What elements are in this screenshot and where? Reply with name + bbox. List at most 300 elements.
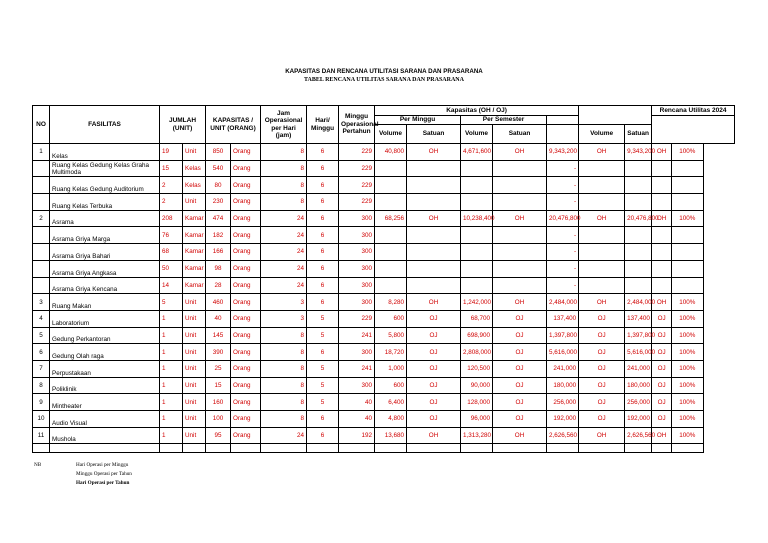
rencana-volume: 9,343,200 [625, 144, 652, 161]
per-semester-satuan: OH [493, 210, 547, 227]
kapasitas-unit: Orang [231, 227, 261, 244]
per-semester-volume: 90,000 [461, 377, 493, 394]
per-tahun-volume: 256,000 [547, 394, 579, 411]
per-tahun-volume: - [547, 227, 579, 244]
rencana-satuan: OJ [652, 360, 672, 377]
jumlah-value: 1 [160, 310, 183, 327]
per-semester-volume: 96,000 [461, 411, 493, 428]
note-line-3: Hari Operasi per Tahun [76, 480, 130, 486]
rencana-percent: 100% [672, 411, 703, 428]
hari-value: 6 [307, 344, 339, 361]
jumlah-unit: Unit [183, 327, 206, 344]
per-tahun-satuan [579, 244, 625, 261]
kapasitas-unit: Orang [231, 344, 261, 361]
rencana-volume: 192,000 [625, 411, 652, 428]
jumlah-unit: Kamar [183, 277, 206, 294]
row-number: 3 [33, 294, 50, 311]
rencana-volume: 2,484,000 [625, 294, 652, 311]
facility-name: Poliklinik [50, 377, 160, 394]
minggu-value: 229 [339, 310, 375, 327]
kapasitas-value: 850 [206, 144, 231, 161]
per-semester-volume: 120,500 [461, 360, 493, 377]
rencana-satuan: OH [652, 210, 672, 227]
hari-value: 6 [307, 260, 339, 277]
jumlah-unit: Unit [183, 310, 206, 327]
jam-value: 8 [261, 177, 307, 194]
kapasitas-unit: Orang [231, 194, 261, 211]
rencana-volume: 2,626,560 [625, 427, 652, 444]
hari-value: 6 [307, 227, 339, 244]
jam-value: 24 [261, 210, 307, 227]
jumlah-value: 5 [160, 294, 183, 311]
kapasitas-unit: Orang [231, 160, 261, 177]
per-semester-satuan [493, 177, 547, 194]
per-minggu-satuan [407, 227, 461, 244]
hari-value: 6 [307, 294, 339, 311]
per-minggu-volume [375, 194, 407, 211]
per-minggu-satuan: OJ [407, 310, 461, 327]
kapasitas-unit: Orang [231, 277, 261, 294]
per-semester-volume [461, 227, 493, 244]
table-row [33, 244, 735, 261]
minggu-value: 300 [339, 227, 375, 244]
per-minggu-volume: 13,680 [375, 427, 407, 444]
kapasitas-value: 100 [206, 411, 231, 428]
note-line-2: Minggu Operasi per Tahun [76, 471, 132, 477]
jam-value: 3 [261, 310, 307, 327]
per-semester-volume: 4,671,600 [461, 144, 493, 161]
table-blank-row [33, 444, 735, 453]
jumlah-unit: Kamar [183, 244, 206, 261]
jumlah-value: 50 [160, 260, 183, 277]
kapasitas-unit: Orang [231, 394, 261, 411]
rencana-percent [672, 177, 703, 194]
per-tahun-volume: 5,616,000 [547, 344, 579, 361]
facility-name: Gedung Olah raga [50, 344, 160, 361]
per-minggu-satuan: OJ [407, 344, 461, 361]
rencana-percent: 100% [672, 294, 703, 311]
per-tahun-volume: - [547, 194, 579, 211]
row-number [33, 244, 50, 261]
rencana-volume [625, 260, 652, 277]
per-minggu-volume [375, 160, 407, 177]
per-semester-satuan: OJ [493, 327, 547, 344]
kapasitas-unit: Orang [231, 260, 261, 277]
document-title: KAPASITAS DAN RENCANA UTILITASI SARANA DAN PRASARANA [285, 68, 483, 75]
rencana-percent [672, 227, 703, 244]
rencana-satuan: OJ [652, 394, 672, 411]
rencana-percent [672, 277, 703, 294]
minggu-value: 40 [339, 411, 375, 428]
facility-name: Perpustakaan [50, 360, 160, 377]
header-kapasitas-group: Kapasitas (OH / OJ) [375, 106, 579, 116]
jumlah-unit: Kelas [183, 160, 206, 177]
jumlah-unit: Unit [183, 377, 206, 394]
per-minggu-volume: 8,280 [375, 294, 407, 311]
hari-value: 6 [307, 427, 339, 444]
jam-value: 24 [261, 277, 307, 294]
jumlah-value: 1 [160, 427, 183, 444]
per-minggu-satuan [407, 260, 461, 277]
rencana-satuan [652, 194, 672, 211]
jam-value: 8 [261, 377, 307, 394]
jumlah-value: 2 [160, 177, 183, 194]
row-number [33, 160, 50, 177]
kapasitas-value: 160 [206, 394, 231, 411]
kapasitas-value: 166 [206, 244, 231, 261]
jumlah-unit: Kamar [183, 260, 206, 277]
header-minggu: Minggu Operasional Pertahun [339, 106, 375, 144]
per-minggu-volume [375, 244, 407, 261]
per-minggu-satuan: OH [407, 427, 461, 444]
per-semester-volume: 68,700 [461, 310, 493, 327]
per-minggu-satuan [407, 244, 461, 261]
kapasitas-unit: Orang [231, 310, 261, 327]
rencana-satuan [652, 260, 672, 277]
kapasitas-value: 28 [206, 277, 231, 294]
jumlah-value: 1 [160, 377, 183, 394]
rencana-satuan: OJ [652, 310, 672, 327]
per-tahun-volume: 9,343,200 [547, 144, 579, 161]
row-number: 4 [33, 310, 50, 327]
header-pm-satuan: Satuan [407, 125, 461, 144]
hari-value: 6 [307, 411, 339, 428]
rencana-percent [672, 244, 703, 261]
row-number [33, 177, 50, 194]
row-number: 2 [33, 210, 50, 227]
per-tahun-volume: 20,476,800 [547, 210, 579, 227]
per-tahun-satuan [579, 277, 625, 294]
kapasitas-value: 230 [206, 194, 231, 211]
rencana-satuan: OJ [652, 411, 672, 428]
kapasitas-unit: Orang [231, 144, 261, 161]
jumlah-value: 1 [160, 360, 183, 377]
per-tahun-satuan: OJ [579, 310, 625, 327]
rencana-satuan [652, 177, 672, 194]
header-per-minggu: Per Minggu [375, 115, 461, 125]
note-line-1: Hari Operasi per Minggu [76, 462, 129, 468]
kapasitas-unit: Orang [231, 244, 261, 261]
header-fasilitas: FASILITAS [50, 106, 160, 144]
per-tahun-volume: 180,000 [547, 377, 579, 394]
jam-value: 8 [261, 411, 307, 428]
rencana-volume: 256,000 [625, 394, 652, 411]
kapasitas-unit: Orang [231, 377, 261, 394]
per-semester-satuan: OH [493, 144, 547, 161]
row-number: 11 [33, 427, 50, 444]
rencana-satuan: OJ [652, 344, 672, 361]
minggu-value: 300 [339, 377, 375, 394]
hari-value: 6 [307, 177, 339, 194]
jumlah-value: 76 [160, 227, 183, 244]
per-minggu-volume [375, 227, 407, 244]
table-row [33, 194, 735, 211]
header-hari: Hari/ Minggu [307, 106, 339, 144]
per-semester-satuan: OJ [493, 310, 547, 327]
kapasitas-value: 390 [206, 344, 231, 361]
per-minggu-satuan: OH [407, 144, 461, 161]
minggu-value: 300 [339, 344, 375, 361]
jumlah-value: 2 [160, 194, 183, 211]
rencana-percent [672, 260, 703, 277]
rencana-satuan: OH [652, 294, 672, 311]
table-row [33, 277, 735, 294]
kapasitas-value: 25 [206, 360, 231, 377]
rencana-satuan [652, 160, 672, 177]
hari-value: 6 [307, 160, 339, 177]
jam-value: 8 [261, 344, 307, 361]
per-minggu-satuan: OH [407, 210, 461, 227]
per-minggu-volume [375, 277, 407, 294]
per-semester-satuan [493, 244, 547, 261]
per-semester-volume: 1,313,280 [461, 427, 493, 444]
minggu-value: 241 [339, 360, 375, 377]
header-jam: Jam Operasional per Hari (jam) [261, 106, 307, 144]
per-tahun-volume: - [547, 177, 579, 194]
facility-name: Asrama Griya Angkasa [50, 260, 160, 277]
minggu-value: 300 [339, 277, 375, 294]
minggu-value: 241 [339, 327, 375, 344]
per-minggu-satuan: OH [407, 294, 461, 311]
minggu-value: 300 [339, 210, 375, 227]
rencana-percent: 100% [672, 210, 703, 227]
kapasitas-value: 474 [206, 210, 231, 227]
minggu-value: 229 [339, 194, 375, 211]
jumlah-unit: Unit [183, 411, 206, 428]
hari-value: 6 [307, 277, 339, 294]
rencana-volume: 241,000 [625, 360, 652, 377]
rencana-percent [672, 160, 703, 177]
kapasitas-unit: Orang [231, 327, 261, 344]
jumlah-value: 1 [160, 394, 183, 411]
table-row [33, 294, 735, 311]
jam-value: 8 [261, 360, 307, 377]
per-semester-volume [461, 177, 493, 194]
hari-value: 5 [307, 377, 339, 394]
per-minggu-volume: 18,720 [375, 344, 407, 361]
per-minggu-volume: 4,800 [375, 411, 407, 428]
rencana-volume [625, 244, 652, 261]
per-tahun-satuan [579, 160, 625, 177]
jam-value: 24 [261, 427, 307, 444]
per-tahun-satuan: OH [579, 427, 625, 444]
per-minggu-satuan: OJ [407, 377, 461, 394]
per-semester-satuan [493, 160, 547, 177]
row-number: 10 [33, 411, 50, 428]
table-row [33, 377, 735, 394]
hari-value: 5 [307, 310, 339, 327]
row-number: 1 [33, 144, 50, 161]
kapasitas-unit: Orang [231, 177, 261, 194]
header-pt-satuan: Satuan [625, 125, 652, 144]
header-kapasitas: KAPASITAS / UNIT (ORANG) [206, 106, 261, 144]
minggu-value: 300 [339, 294, 375, 311]
row-number [33, 227, 50, 244]
table-row [33, 210, 735, 227]
rencana-volume [625, 177, 652, 194]
facility-name: Asrama Griya Kencana [50, 277, 160, 294]
per-minggu-satuan: OJ [407, 411, 461, 428]
kapasitas-unit: Orang [231, 360, 261, 377]
per-minggu-volume: 40,800 [375, 144, 407, 161]
per-tahun-satuan: OJ [579, 377, 625, 394]
jam-value: 8 [261, 160, 307, 177]
rencana-volume: 137,400 [625, 310, 652, 327]
facility-name: Ruang Kelas Gedung Kelas Graha Multimoda [50, 160, 160, 177]
per-tahun-satuan: OJ [579, 360, 625, 377]
rencana-volume: 5,616,000 [625, 344, 652, 361]
per-minggu-volume [375, 177, 407, 194]
kapasitas-value: 98 [206, 260, 231, 277]
per-minggu-volume: 600 [375, 377, 407, 394]
rencana-satuan [652, 277, 672, 294]
per-semester-satuan: OH [493, 294, 547, 311]
header-pm-volume: Volume [375, 125, 407, 144]
header-ps-satuan: Satuan [493, 125, 547, 144]
rencana-volume [625, 277, 652, 294]
rencana-satuan: OJ [652, 377, 672, 394]
per-minggu-satuan: OJ [407, 394, 461, 411]
per-semester-volume [461, 277, 493, 294]
rencana-percent: 100% [672, 144, 703, 161]
per-tahun-satuan [579, 260, 625, 277]
per-minggu-volume: 5,800 [375, 327, 407, 344]
rencana-percent: 100% [672, 427, 703, 444]
rencana-percent [672, 194, 703, 211]
jumlah-value: 1 [160, 411, 183, 428]
table-row [33, 144, 735, 161]
per-semester-satuan: OH [493, 427, 547, 444]
per-tahun-satuan: OJ [579, 394, 625, 411]
per-semester-volume [461, 260, 493, 277]
jumlah-value: 68 [160, 244, 183, 261]
minggu-value: 300 [339, 260, 375, 277]
kapasitas-value: 80 [206, 177, 231, 194]
row-number: 8 [33, 377, 50, 394]
minggu-value: 229 [339, 177, 375, 194]
per-tahun-satuan [579, 194, 625, 211]
per-semester-satuan: OJ [493, 394, 547, 411]
per-tahun-volume: 192,000 [547, 411, 579, 428]
per-minggu-volume: 1,000 [375, 360, 407, 377]
kapasitas-value: 95 [206, 427, 231, 444]
table-row [33, 360, 735, 377]
minggu-value: 229 [339, 160, 375, 177]
jumlah-unit: Kamar [183, 227, 206, 244]
jam-value: 24 [261, 227, 307, 244]
per-semester-satuan: OJ [493, 360, 547, 377]
table-row [33, 160, 735, 177]
facility-name: Ruang Makan [50, 294, 160, 311]
kapasitas-value: 182 [206, 227, 231, 244]
hari-value: 6 [307, 244, 339, 261]
rencana-percent: 100% [672, 394, 703, 411]
rencana-satuan: OH [652, 427, 672, 444]
per-semester-satuan [493, 277, 547, 294]
rencana-satuan: OJ [652, 327, 672, 344]
header-rencana: Rencana Utilitas 2024 [652, 106, 735, 116]
table-row [33, 427, 735, 444]
per-tahun-satuan: OH [579, 294, 625, 311]
jumlah-value: 1 [160, 327, 183, 344]
minggu-value: 300 [339, 244, 375, 261]
jam-value: 3 [261, 294, 307, 311]
jumlah-unit: Unit [183, 360, 206, 377]
rencana-satuan [652, 227, 672, 244]
rencana-percent: 100% [672, 377, 703, 394]
per-minggu-satuan: OJ [407, 360, 461, 377]
row-number [33, 277, 50, 294]
jumlah-unit: Unit [183, 394, 206, 411]
table-row [33, 394, 735, 411]
header-no: NO [33, 106, 50, 144]
per-semester-satuan: OJ [493, 377, 547, 394]
per-minggu-volume: 68,256 [375, 210, 407, 227]
jumlah-unit: Unit [183, 194, 206, 211]
jumlah-unit: Unit [183, 427, 206, 444]
per-minggu-satuan [407, 277, 461, 294]
minggu-value: 229 [339, 144, 375, 161]
rencana-percent: 100% [672, 327, 703, 344]
jam-value: 24 [261, 244, 307, 261]
table-row [33, 411, 735, 428]
facility-name: Asrama Griya Marga [50, 227, 160, 244]
jumlah-unit: Kelas [183, 177, 206, 194]
per-tahun-satuan: OJ [579, 327, 625, 344]
per-semester-volume: 128,000 [461, 394, 493, 411]
table-row [33, 227, 735, 244]
rencana-volume [625, 227, 652, 244]
per-semester-satuan [493, 194, 547, 211]
row-number: 5 [33, 327, 50, 344]
note-nb: NB [34, 462, 42, 468]
table-title: TABEL RENCANA UTILITAS SARANA DAN PRASARANA [304, 77, 464, 83]
facility-name: Audio Visual [50, 411, 160, 428]
kapasitas-value: 540 [206, 160, 231, 177]
table-row [33, 327, 735, 344]
kapasitas-unit: Orang [231, 294, 261, 311]
rencana-satuan [652, 244, 672, 261]
per-tahun-satuan: OH [579, 144, 625, 161]
per-minggu-volume [375, 260, 407, 277]
row-number: 6 [33, 344, 50, 361]
table-row [33, 260, 735, 277]
row-number [33, 194, 50, 211]
rencana-percent: 100% [672, 360, 703, 377]
facility-name: Laboratorium [50, 310, 160, 327]
facility-name: Mushola [50, 427, 160, 444]
rencana-volume: 180,000 [625, 377, 652, 394]
header-pt-volume: Volume [579, 125, 625, 144]
jumlah-value: 15 [160, 160, 183, 177]
per-tahun-volume: 2,484,000 [547, 294, 579, 311]
header-jumlah: JUMLAH (UNIT) [160, 106, 206, 144]
facility-name: Asrama [50, 210, 160, 227]
per-tahun-satuan: OJ [579, 411, 625, 428]
per-tahun-volume: - [547, 277, 579, 294]
hari-value: 5 [307, 360, 339, 377]
per-tahun-volume: 137,400 [547, 310, 579, 327]
kapasitas-value: 15 [206, 377, 231, 394]
jumlah-value: 208 [160, 210, 183, 227]
per-semester-volume: 10,238,400 [461, 210, 493, 227]
per-tahun-satuan [579, 227, 625, 244]
rencana-volume: 20,476,800 [625, 210, 652, 227]
per-semester-volume: 698,900 [461, 327, 493, 344]
kapasitas-value: 460 [206, 294, 231, 311]
rencana-percent: 100% [672, 310, 703, 327]
per-semester-volume: 1,242,000 [461, 294, 493, 311]
